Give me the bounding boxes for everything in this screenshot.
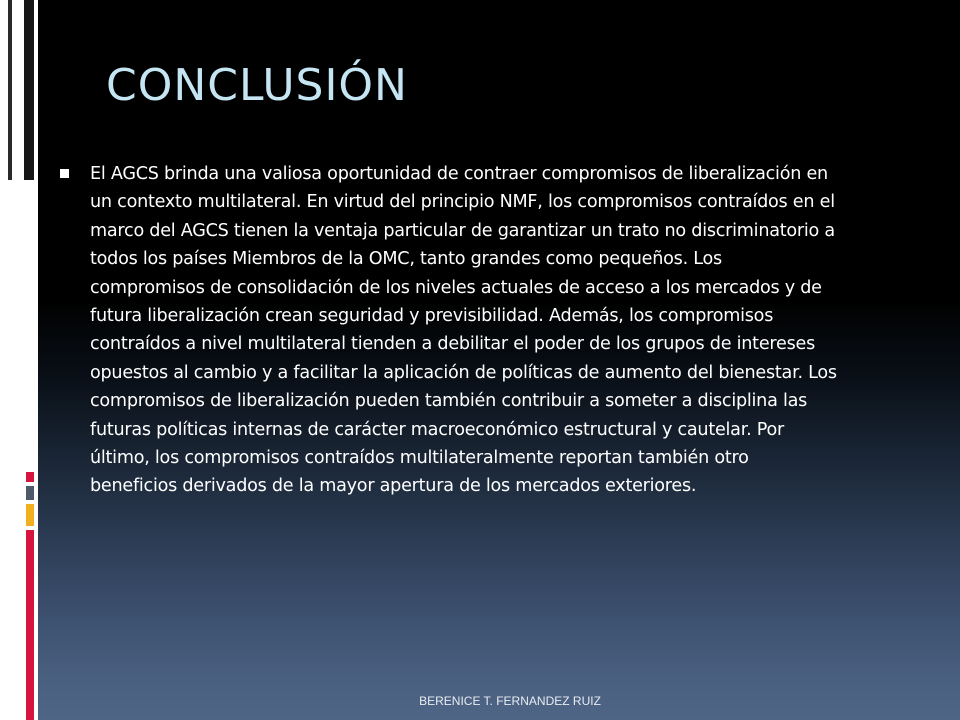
bullet-item: [60, 160, 840, 501]
left-decorative-bars: [0, 0, 38, 720]
deco-red-block: [26, 472, 34, 482]
deco-dark-stripe: [24, 0, 34, 180]
deco-yellow-block: [26, 504, 34, 526]
slide-title: CONCLUSIÓN: [106, 60, 408, 111]
bullet-text: El AGCS brinda una valiosa oportunidad de contraer compromisos de liberalización en un contexto multilateral. En virtud del principio NMF, los compromisos contraídos en el marco del AGCS tienen la ventaja particular de garantizar un trato no discriminatorio a todos los países Miembros de la OMC, tanto grandes como pequeños. Los compromisos de consolidación de los niveles actuales de acceso a los mercados y de futura liberalización crean seguridad y previsibilidad. Además, los compromisos contraídos a nivel multilateral tienden a debilitar el poder de los grupos de intereses opuestos al cambio y a facilitar la aplicación de políticas de aumento del bienestar. Los compromisos de liberalización pueden también contribuir a someter a disciplina las futuras políticas internas de carácter macroeconómico estructural y cautelar. Por último, los compromisos contraídos multilateralmente reportan también otro beneficios derivados de la mayor apertura de los mercados exteriores.: [90, 164, 837, 497]
deco-gray-block: [26, 486, 34, 500]
slide-footer: BERENICE T. FERNANDEZ RUIZ: [419, 694, 601, 708]
bullet-list: [60, 160, 840, 501]
deco-red-line: [26, 530, 34, 720]
square-bullet-icon: [60, 169, 69, 178]
deco-dark-stripe: [8, 0, 12, 180]
